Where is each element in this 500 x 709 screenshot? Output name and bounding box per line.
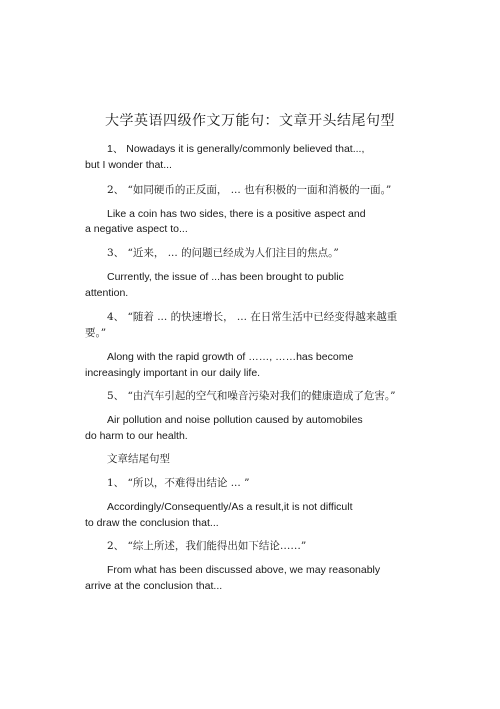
opening-sentence-3-chinese: 3、 “近来， ... 的问题已经成为人们注目的焦点。” bbox=[107, 247, 339, 259]
opening-sentence-5-english-line-1: Air pollution and noise pollution caused by automobiles bbox=[107, 414, 363, 426]
closing-section-heading: 文章结尾句型 bbox=[107, 453, 170, 465]
opening-sentence-4-english-line-1: Along with the rapid growth of ……, ……has become bbox=[107, 351, 354, 363]
opening-sentence-4-chinese-line-1: 4、 “随着 ... 的快速增长， ... 在日常生活中已经变得越来越重 bbox=[107, 311, 398, 323]
closing-sentence-1-chinese: 1、 “所以，不难得出结论 ... ” bbox=[107, 477, 250, 489]
opening-sentence-2-english-line-1: Like a coin has two sides, there is a positive aspect and bbox=[107, 208, 366, 220]
opening-sentence-2-chinese: 2、 “如同硬币的正反面， ... 也有积极的一面和消极的一面。” bbox=[107, 184, 392, 196]
opening-sentence-2-english-line-2: a negative aspect to... bbox=[85, 223, 188, 235]
opening-sentence-5-chinese: 5、 “由汽车引起的空气和噪音污染对我们的健康造成了危害。” bbox=[107, 390, 396, 402]
opening-sentence-1-line-2: but I wonder that... bbox=[85, 159, 172, 171]
opening-sentence-3-english-line-2: attention. bbox=[85, 287, 129, 299]
opening-sentence-5-english-line-2: do harm to our health. bbox=[85, 430, 188, 442]
closing-sentence-2-chinese: 2、 “综上所述，我们能得出如下结论……” bbox=[107, 540, 307, 552]
opening-sentence-1-line-1: 1、 Nowadays it is generally/commonly believed that..., bbox=[107, 143, 365, 155]
closing-sentence-1-english-line-1: Accordingly/Consequently/As a result,it is not difficult bbox=[107, 501, 353, 513]
closing-sentence-2-english-line-1: From what has been discussed above, we may reasonably bbox=[107, 564, 381, 576]
closing-sentence-1-english-line-2: to draw the conclusion that... bbox=[85, 517, 219, 529]
opening-sentence-4-english-line-2: increasingly important in our daily life. bbox=[85, 367, 261, 379]
document-title: 大学英语四级作文万能句：文章开头结尾句型 bbox=[105, 113, 395, 129]
opening-sentence-4-chinese-line-2: 要。” bbox=[85, 327, 107, 339]
closing-sentence-2-english-line-2: arrive at the conclusion that... bbox=[85, 580, 223, 592]
opening-sentence-3-english-line-1: Currently, the issue of ...has been brought to public bbox=[107, 271, 344, 283]
